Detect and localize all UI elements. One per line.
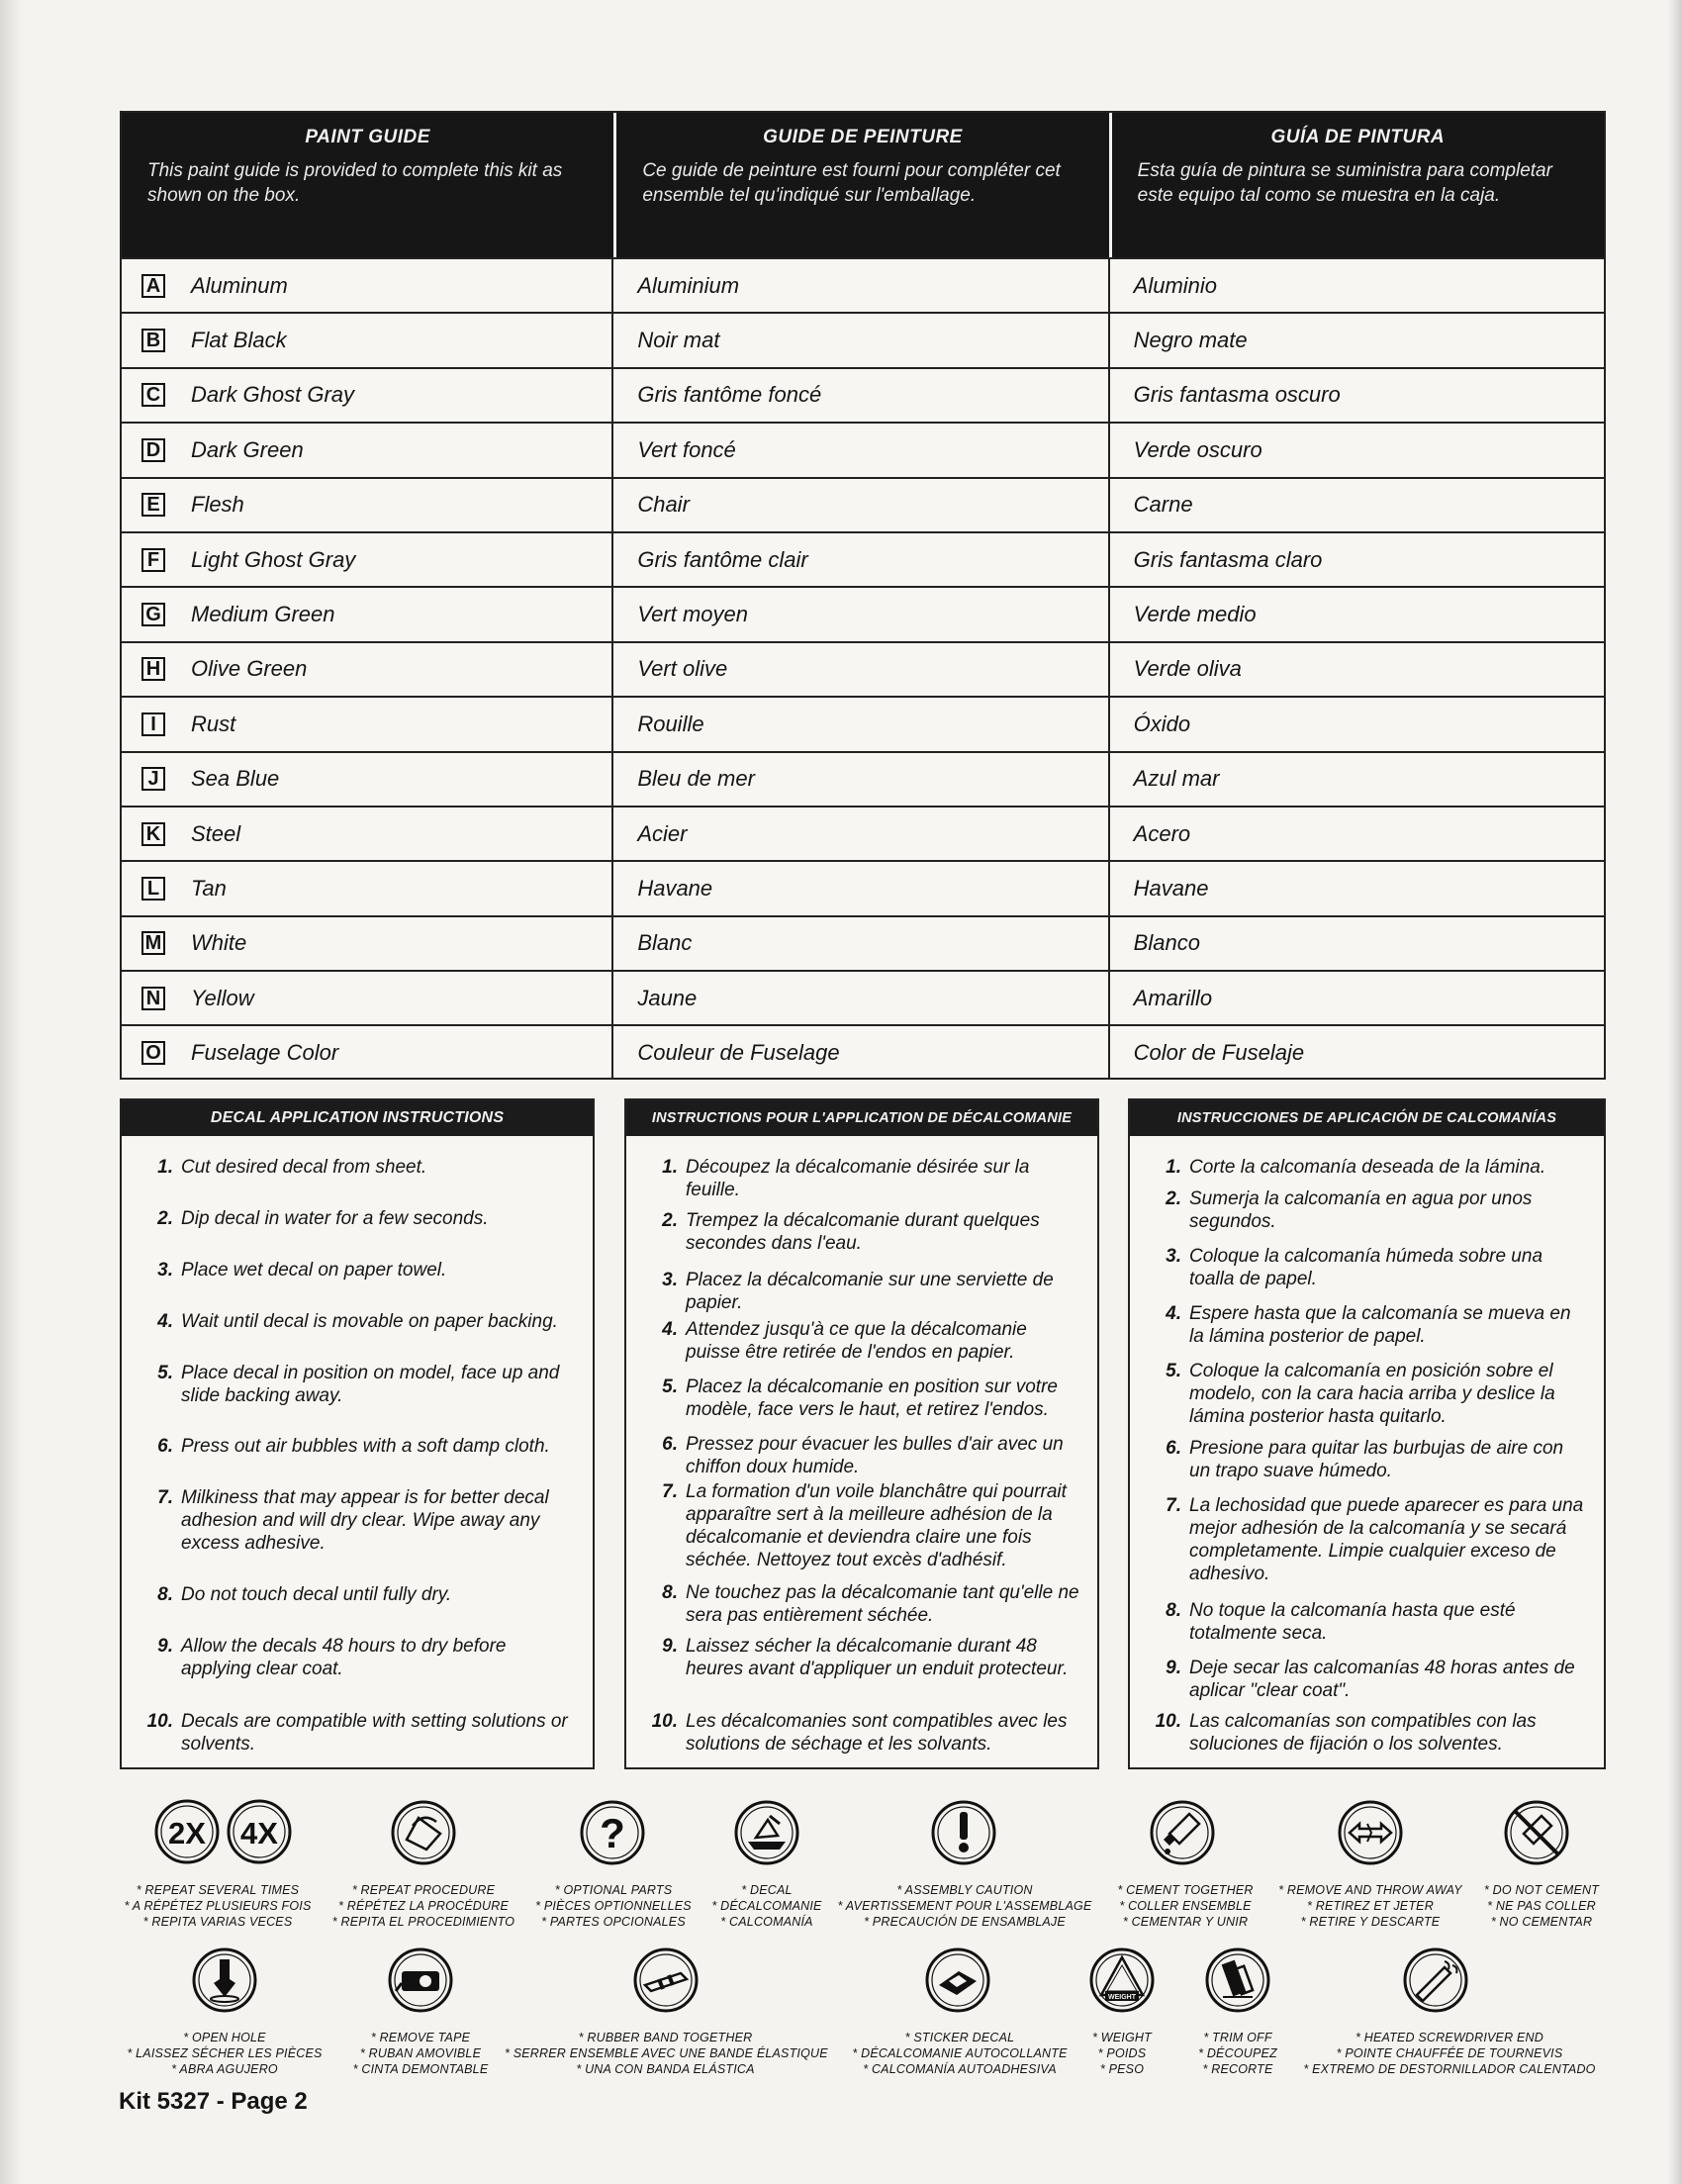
decal-step-text: Coloque la calcomanía en posición sobre el modelo, con la cara hacia arriba y deslice la lámina posterior hasta quitarlo. <box>1189 1361 1555 1427</box>
decal-step-number: 7. <box>1166 1495 1181 1516</box>
paint-row <box>122 257 1604 312</box>
paint-code-box: O <box>141 1041 165 1065</box>
paint-cell-french: Vert foncé <box>613 424 1109 476</box>
optional-parts-caption <box>524 1882 702 1930</box>
paint-code-box: C <box>141 383 165 407</box>
paint-row <box>122 422 1604 476</box>
decal-step-number: 4. <box>1166 1303 1181 1324</box>
decal-step <box>122 1207 593 1230</box>
paint-cell-spanish: Negro mate <box>1133 328 1248 353</box>
header-title: GUIDE DE PEINTURE <box>763 127 963 147</box>
caption-fr: * A RÉPÉTEZ PLUSIEURS FOIS <box>124 1899 312 1913</box>
decal-step-text: Milkiness that may appear is for better decal adhesion and will dry clear. Wipe away any excess adhesive. <box>181 1487 549 1554</box>
do-not-cement-caption <box>1474 1882 1609 1930</box>
paint-row <box>122 312 1604 366</box>
decal-step-number: 10. <box>1155 1711 1181 1732</box>
paint-name-en: Tan <box>191 875 227 901</box>
caption-en: * OPEN HOLE <box>183 2031 266 2044</box>
decal-step-text: La lechosidad que puede aparecer es para una mejor adhesión de la calcomanía y se secará completamente. Limpie cualquier exceso de adhesivo. <box>1189 1495 1584 1584</box>
decal-step-text: Allow the decals 48 hours to dry before applying clear coat. <box>181 1636 507 1679</box>
decal-step-text: Les décalcomanies sont compatibles avec les solutions de séchage et les solvants. <box>686 1711 1068 1755</box>
header-title: PAINT GUIDE <box>305 127 430 147</box>
decal-step <box>626 1480 1097 1571</box>
remove-and-throw-caption <box>1266 1882 1474 1930</box>
decal-step-text: Cut desired decal from sheet. <box>181 1157 427 1178</box>
paint-code-box: D <box>141 438 165 462</box>
caption-en: * REMOVE TAPE <box>370 2031 471 2044</box>
decal-instructions-french <box>624 1098 1099 1769</box>
paint-row <box>122 477 1604 531</box>
decal-step-number: 6. <box>1166 1438 1181 1459</box>
paint-cell-english <box>122 369 613 422</box>
paint-cell-spanish: Azul mar <box>1133 766 1220 792</box>
caption-fr: * RÉPÉTEZ LA PROCÉDURE <box>337 1899 510 1913</box>
paint-row <box>122 531 1604 586</box>
paint-cell-spanish: Color de Fuselaje <box>1133 1040 1305 1066</box>
paint-cell-french: Rouille <box>613 698 1109 750</box>
header-subtitle: This paint guide is provided to complete this kit as shown on the box. <box>147 160 563 206</box>
paint-name-en: Olive Green <box>191 656 308 682</box>
decal-step <box>1130 1710 1604 1756</box>
caption-fr: * RUBAN AMOVIBLE <box>359 2046 482 2060</box>
paint-name-en: Rust <box>191 711 236 736</box>
paint-cell-french: Noir mat <box>613 314 1109 366</box>
header-subtitle: Ce guide de peinture est fourni pour compléter cet ensemble tel qu'indiqué sur l'emballage. <box>642 160 1061 206</box>
decal-step-number: 9. <box>662 1636 678 1657</box>
paint-cell-english <box>122 1026 613 1079</box>
paint-cell-spanish: Verde oscuro <box>1133 436 1262 462</box>
paint-cell-english <box>122 807 613 860</box>
paint-cell-english <box>122 259 613 312</box>
decal-step-text: Deje secar las calcomanías 48 horas antes de aplicar "clear coat". <box>1189 1658 1575 1701</box>
header-english <box>122 113 616 257</box>
decal-step-text: Ne touchez pas la décalcomanie tant qu'elle ne sera pas entièrement séchée. <box>686 1582 1079 1626</box>
caption-en: * STICKER DECAL <box>904 2031 1015 2044</box>
decal-step-text: Coloque la calcomanía húmeda sobre una toalla de papel. <box>1189 1246 1543 1289</box>
paint-cell-spanish: Gris fantasma claro <box>1133 546 1323 572</box>
paint-cell-french: Bleu de mer <box>613 753 1109 806</box>
decal-icon <box>732 1798 801 1867</box>
caption-en: * REMOVE AND THROW AWAY <box>1278 1883 1462 1897</box>
decal-step-number: 5. <box>157 1363 173 1383</box>
paint-code-box: K <box>141 822 165 846</box>
caption-en: * TRIM OFF <box>1203 2031 1272 2044</box>
repeat-procedure-icon <box>389 1798 458 1867</box>
paint-row <box>122 367 1604 422</box>
paper-edge <box>0 0 22 2184</box>
decal-step-number: 5. <box>662 1377 678 1397</box>
do-not-cement-icon <box>1502 1798 1571 1867</box>
paint-cell-english <box>122 314 613 366</box>
decal-step <box>1130 1360 1604 1428</box>
caption-fr: * DÉCALCOMANIE AUTOCOLLANTE <box>852 2046 1068 2060</box>
decal-step <box>626 1156 1097 1201</box>
paint-cell-english <box>122 972 613 1024</box>
caption-es: * CALCOMANÍA AUTOADHESIVA <box>863 2062 1057 2076</box>
caption-en: * DO NOT CEMENT <box>1483 1883 1600 1897</box>
decal-step-text: Sumerja la calcomanía en agua por unos segundos. <box>1189 1188 1533 1232</box>
decal-step <box>122 1635 593 1680</box>
caption-fr: * AVERTISSEMENT POUR L'ASSEMBLAGE <box>837 1899 1092 1913</box>
caption-es: * PESO <box>1099 2062 1145 2076</box>
paint-name-en: Medium Green <box>191 602 335 627</box>
caption-en: * OPTIONAL PARTS <box>554 1883 673 1897</box>
decal-step-number: 9. <box>157 1636 173 1657</box>
repeat-times-icon <box>153 1798 302 1865</box>
decal-step <box>626 1269 1097 1314</box>
decal-step-text: Do not touch decal until fully dry. <box>181 1584 452 1605</box>
caption-fr: * POINTE CHAUFFÉE DE TOURNEVIS <box>1336 2046 1563 2060</box>
optional-parts-icon <box>578 1798 647 1867</box>
paint-code-box: G <box>141 603 165 626</box>
header-spanish <box>1112 113 1604 257</box>
paint-name-en: Light Ghost Gray <box>191 546 356 572</box>
paint-code-box: E <box>141 493 165 517</box>
remove-and-throw-icon <box>1336 1798 1405 1867</box>
decal-step-text: Corte la calcomanía deseada de la lámina. <box>1189 1157 1546 1178</box>
decal-step-text: Attendez jusqu'à ce que la décalcomanie puisse être retirée de l'endos en papier. <box>686 1319 1027 1363</box>
paint-row <box>122 696 1604 750</box>
caption-es: * REPITA EL PROCEDIMIENTO <box>331 1915 515 1929</box>
remove-tape-caption <box>331 2030 510 2077</box>
repeat-times-caption <box>114 1882 322 1930</box>
paint-code-box: L <box>141 877 165 901</box>
decal-step-number: 4. <box>662 1319 678 1340</box>
caption-fr: * DÉCOUPEZ <box>1198 2046 1277 2060</box>
paint-cell-french: Aluminium <box>613 259 1109 312</box>
decal-step <box>626 1209 1097 1255</box>
remove-tape-icon <box>386 1946 455 2015</box>
paper-edge-right <box>1668 0 1682 2184</box>
paint-name-en: Fuselage Color <box>191 1040 339 1066</box>
trim-off-icon <box>1203 1946 1272 2015</box>
paint-cell-french: Gris fantôme foncé <box>613 369 1109 422</box>
caption-es: * RECORTE <box>1202 2062 1273 2076</box>
caption-es: * CINTA DEMONTABLE <box>352 2062 489 2076</box>
decal-step <box>626 1581 1097 1627</box>
caption-es: * PARTES OPCIONALES <box>541 1915 686 1929</box>
sticker-decal-icon <box>923 1946 992 2015</box>
decal-step-number: 1. <box>662 1157 678 1178</box>
decal-step-number: 10. <box>146 1711 173 1732</box>
caption-es: * UNA CON BANDA ELÁSTICA <box>576 2062 755 2076</box>
caption-en: * WEIGHT <box>1092 2031 1152 2044</box>
caption-en: * REPEAT PROCEDURE <box>351 1883 496 1897</box>
paint-name-en: Dark Ghost Gray <box>191 382 355 408</box>
decal-step-text: Laissez sécher la décalcomanie durant 48 heures avant d'appliquer un enduit protecteur. <box>686 1636 1069 1679</box>
paint-code-box: H <box>141 657 165 681</box>
caption-en: * RUBBER BAND TOGETHER <box>578 2031 753 2044</box>
paint-row <box>122 586 1604 640</box>
page-footer: Kit 5327 - Page 2 <box>119 2088 308 2115</box>
decal-step-text: Presione para quitar las burbujas de aire con un trapo suave húmedo. <box>1189 1438 1564 1481</box>
caption-es: * NO CEMENTAR <box>1490 1915 1593 1929</box>
paint-name-en: Flat Black <box>191 328 287 353</box>
caption-es: * PRECAUCIÓN DE ENSAMBLAJE <box>864 1915 1066 1929</box>
decal-step-number: 7. <box>662 1481 678 1502</box>
decal-step-text: Placez la décalcomanie en position sur votre modèle, face vers le haut, et retirez l'endos. <box>686 1377 1058 1420</box>
paint-cell-french: Vert olive <box>613 643 1109 696</box>
decal-step-text: Placez la décalcomanie sur une serviette de papier. <box>686 1270 1054 1313</box>
assembly-caution-caption <box>823 1882 1106 1930</box>
paint-row <box>122 806 1604 860</box>
decal-step-number: 2. <box>662 1210 678 1231</box>
decal-step-text: Place decal in position on model, face up and slide backing away. <box>181 1363 560 1406</box>
paint-cell-spanish: Gris fantasma oscuro <box>1133 382 1341 408</box>
decal-step-text: Las calcomanías son compatibles con las soluciones de fijación o los solventes. <box>1189 1711 1537 1755</box>
paint-cell-spanish: Aluminio <box>1133 272 1218 298</box>
paint-cell-english <box>122 533 613 586</box>
decal-step-number: 2. <box>157 1208 173 1229</box>
paint-code-box: F <box>141 548 165 572</box>
paint-name-en: Dark Green <box>191 436 304 462</box>
decal-step-text: Wait until decal is movable on paper backing. <box>181 1311 558 1332</box>
paint-guide-table <box>120 111 1606 1080</box>
paint-cell-spanish: Óxido <box>1133 711 1191 736</box>
decal-step-text: Espere hasta que la calcomanía se mueva en la lámina posterior de papel. <box>1189 1303 1571 1347</box>
decal-step-number: 9. <box>1166 1658 1181 1678</box>
decal-step-number: 6. <box>157 1436 173 1457</box>
paint-code-box: A <box>141 274 165 298</box>
header-subtitle: Esta guía de pintura se suministra para completar este equipo tal como se muestra en la caja. <box>1137 160 1552 206</box>
paint-cell-english <box>122 917 613 970</box>
heated-screwdriver-icon <box>1401 1946 1470 2015</box>
caption-es: * ABRA AGUJERO <box>171 2062 278 2076</box>
decal-step <box>122 1486 593 1555</box>
decal-step-text: Pressez pour évacuer les bulles d'air avec un chiffon doux humide. <box>686 1434 1064 1477</box>
decal-step-number: 8. <box>157 1584 173 1605</box>
paint-cell-french: Jaune <box>613 972 1109 1024</box>
decal-step <box>1130 1657 1604 1702</box>
rubber-band-icon <box>631 1946 701 2015</box>
decal-step-number: 1. <box>157 1157 173 1178</box>
decal-step <box>1130 1302 1604 1348</box>
paint-code-box: M <box>141 931 165 955</box>
rubber-band-caption <box>505 2030 826 2077</box>
paint-row <box>122 915 1604 970</box>
decal-step-text: Press out air bubbles with a soft damp cloth. <box>181 1436 550 1457</box>
caption-es: * CALCOMANÍA <box>720 1915 813 1929</box>
caption-en: * HEATED SCREWDRIVER END <box>1355 2031 1543 2044</box>
decal-step-number: 3. <box>662 1270 678 1290</box>
paint-row <box>122 970 1604 1024</box>
paint-cell-english <box>122 479 613 531</box>
weight-icon <box>1087 1946 1157 2015</box>
paint-name-en: White <box>191 930 247 956</box>
paint-cell-english <box>122 698 613 750</box>
paint-cell-french: Blanc <box>613 917 1109 970</box>
decal-step-number: 5. <box>1166 1361 1181 1381</box>
paint-name-en: Steel <box>191 820 241 846</box>
caption-fr: * LAISSEZ SÉCHER LES PIÈCES <box>127 2046 323 2060</box>
caption-en: * ASSEMBLY CAUTION <box>896 1883 1033 1897</box>
sticker-decal-caption <box>841 2030 1078 2077</box>
weight-caption <box>1082 2030 1162 2077</box>
paint-code-box: B <box>141 329 165 352</box>
paint-row <box>122 1024 1604 1079</box>
paint-cell-english <box>122 588 613 640</box>
decal-caption <box>698 1882 836 1930</box>
decal-step-number: 8. <box>662 1582 678 1603</box>
decal-step <box>1130 1245 1604 1290</box>
caption-fr: * RETIREZ ET JETER <box>1307 1899 1434 1913</box>
decal-step <box>626 1318 1097 1364</box>
caption-fr: * DÉCALCOMANIE <box>711 1899 822 1913</box>
paint-cell-french: Gris fantôme clair <box>613 533 1109 586</box>
decal-step <box>626 1710 1097 1756</box>
decal-step <box>626 1635 1097 1680</box>
paint-row <box>122 751 1604 806</box>
decal-step <box>122 1362 593 1407</box>
decal-step <box>626 1376 1097 1421</box>
trim-off-caption <box>1183 2030 1292 2077</box>
repeat-badge-2x: 2X <box>168 1816 206 1851</box>
decal-step <box>1130 1437 1604 1482</box>
paint-guide-rows <box>122 257 1604 1080</box>
decal-step-number: 10. <box>651 1711 678 1732</box>
caption-en: * REPEAT SEVERAL TIMES <box>136 1883 300 1897</box>
open-hole-caption <box>116 2030 333 2077</box>
decal-panel-title: INSTRUCTIONS POUR L'APPLICATION DE DÉCALCOMANIE <box>626 1100 1097 1136</box>
decal-step-number: 8. <box>1166 1600 1181 1621</box>
caption-fr: * SERRER ENSEMBLE AVEC UNE BANDE ÉLASTIQUE <box>505 2046 828 2060</box>
paint-cell-french: Havane <box>613 862 1109 914</box>
decal-step <box>1130 1156 1604 1179</box>
decal-step <box>122 1156 593 1179</box>
decal-step <box>1130 1599 1604 1645</box>
paint-cell-french: Couleur de Fuselage <box>613 1026 1109 1079</box>
paint-name-en: Flesh <box>191 492 244 518</box>
decal-step <box>122 1310 593 1333</box>
paint-cell-english <box>122 862 613 914</box>
decal-step-text: Découpez la décalcomanie désirée sur la feuille. <box>686 1157 1030 1200</box>
decal-step <box>626 1433 1097 1478</box>
decal-step <box>122 1583 593 1606</box>
paint-cell-spanish: Amarillo <box>1133 985 1213 1010</box>
decal-step <box>122 1435 593 1458</box>
paint-name-en: Sea Blue <box>191 766 280 792</box>
weight-icon-label: WEIGHT <box>1108 1994 1136 2001</box>
assembly-caution-icon <box>929 1798 998 1867</box>
decal-step-text: Place wet decal on paper towel. <box>181 1260 447 1281</box>
paint-row <box>122 641 1604 696</box>
paint-code-box: I <box>141 712 165 736</box>
caption-en: * DECAL <box>741 1883 793 1897</box>
paint-cell-english <box>122 643 613 696</box>
decal-step <box>1130 1494 1604 1585</box>
decal-step-text: Trempez la décalcomanie durant quelques secondes dans l'eau. <box>686 1210 1040 1254</box>
decal-step-number: 3. <box>157 1260 173 1281</box>
paint-cell-spanish: Verde medio <box>1133 602 1257 627</box>
caption-fr: * COLLER ENSEMBLE <box>1119 1899 1252 1913</box>
paint-code-box: J <box>141 767 165 791</box>
decal-panel-title: INSTRUCCIONES DE APLICACIÓN DE CALCOMANÍAS <box>1130 1100 1604 1136</box>
decal-instructions-english <box>120 1098 595 1769</box>
paint-name-en: Aluminum <box>191 272 288 298</box>
caption-es: * CEMENTAR Y UNIR <box>1122 1915 1249 1929</box>
decal-step-text: No toque la calcomanía hasta que esté totalmente seca. <box>1189 1600 1516 1644</box>
paint-cell-spanish: Verde oliva <box>1133 656 1242 682</box>
header-french <box>616 113 1111 257</box>
paint-cell-english <box>122 424 613 476</box>
paint-cell-spanish: Acero <box>1133 820 1191 846</box>
paint-name-en: Yellow <box>191 985 254 1010</box>
caption-es: * EXTREMO DE DESTORNILLADOR CALENTADO <box>1303 2062 1596 2076</box>
cement-together-icon <box>1148 1798 1217 1867</box>
caption-fr: * PIÈCES OPTIONNELLES <box>535 1899 692 1913</box>
decal-step <box>1130 1187 1604 1233</box>
decal-step-number: 1. <box>1166 1157 1181 1178</box>
repeat-badge-4x: 4X <box>240 1816 278 1851</box>
open-hole-icon <box>190 1946 259 2015</box>
paint-cell-french: Chair <box>613 479 1109 531</box>
decal-step-number: 3. <box>1166 1246 1181 1267</box>
decal-step <box>122 1710 593 1756</box>
paint-cell-spanish: Havane <box>1133 875 1209 901</box>
paint-cell-spanish: Carne <box>1133 492 1193 518</box>
caption-fr: * NE PAS COLLER <box>1487 1899 1596 1913</box>
decal-step <box>122 1259 593 1282</box>
caption-es: * RETIRE Y DESCARTE <box>1300 1915 1441 1929</box>
decal-step-number: 6. <box>662 1434 678 1455</box>
decal-step-text: La formation d'un voile blanchâtre qui pourrait apparaître sert à la meilleure adhésion de la décalcomanie et deviendra claire une fois séchée. Nettoyez tout excès d'adhésif. <box>686 1481 1067 1570</box>
cement-together-caption <box>1106 1882 1264 1930</box>
paint-code-box: N <box>141 987 165 1010</box>
decal-step-text: Dip decal in water for a few seconds. <box>181 1208 489 1229</box>
paint-cell-english <box>122 753 613 806</box>
paint-row <box>122 860 1604 914</box>
decal-step-number: 2. <box>1166 1188 1181 1209</box>
paint-guide-header <box>122 113 1604 257</box>
decal-instructions-spanish <box>1128 1098 1606 1769</box>
caption-es: * REPITA VARIAS VECES <box>142 1915 293 1929</box>
decal-panel-title: DECAL APPLICATION INSTRUCTIONS <box>122 1100 593 1136</box>
paint-cell-french: Vert moyen <box>613 588 1109 640</box>
repeat-procedure-caption <box>317 1882 530 1930</box>
paint-cell-french: Acier <box>613 807 1109 860</box>
svg-text:?: ? <box>600 1810 625 1856</box>
paint-cell-spanish: Blanco <box>1133 930 1200 956</box>
heated-screwdriver-caption <box>1291 2030 1608 2077</box>
header-title: GUÍA DE PINTURA <box>1270 127 1446 147</box>
caption-en: * CEMENT TOGETHER <box>1117 1883 1254 1897</box>
decal-step-text: Decals are compatible with setting solutions or solvents. <box>181 1711 568 1755</box>
decal-step-number: 7. <box>157 1487 173 1508</box>
decal-step-number: 4. <box>157 1311 173 1332</box>
caption-fr: * POIDS <box>1097 2046 1147 2060</box>
